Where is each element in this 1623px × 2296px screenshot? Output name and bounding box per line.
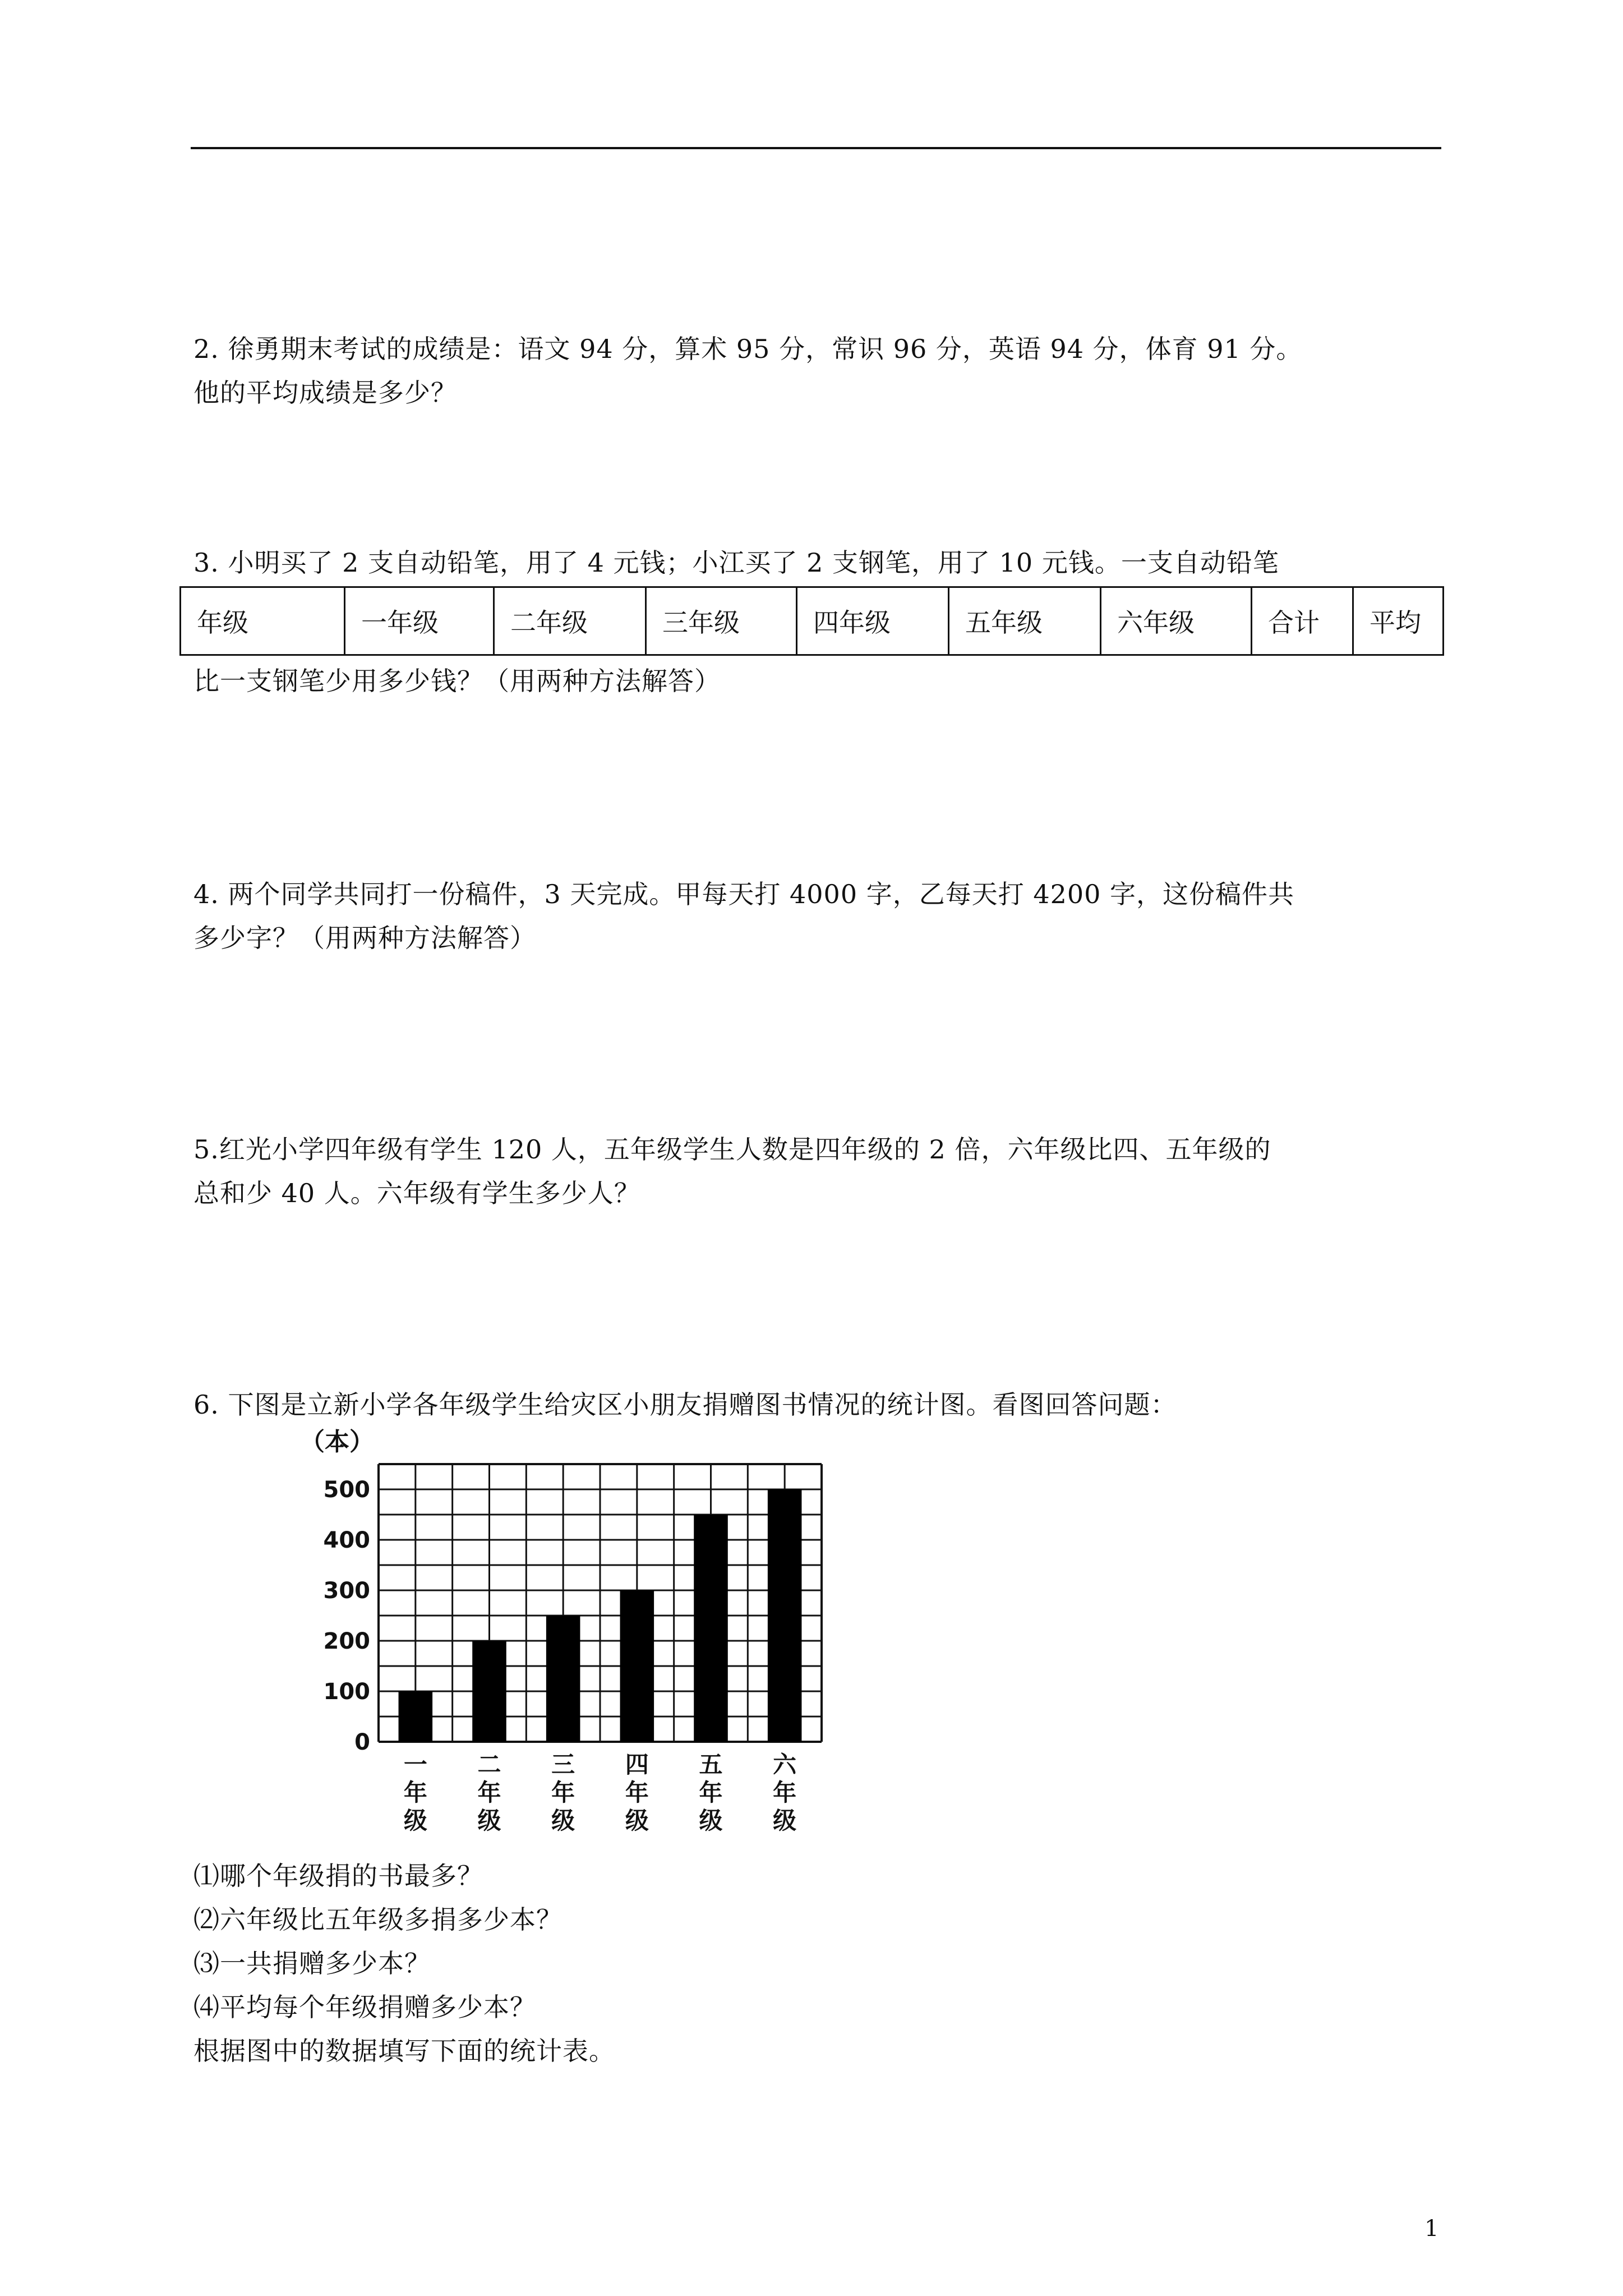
category-label: 五 (699, 1751, 723, 1778)
q6-sub2: ⑵六年级比五年级多捐多少本？ (193, 1904, 562, 1935)
q6-sub3: ⑶一共捐赠多少本？ (193, 1948, 431, 1978)
y-tick-label: 500 (323, 1477, 370, 1503)
bar-1 (399, 1691, 433, 1742)
bar-2 (472, 1641, 506, 1742)
header-rule (191, 147, 1441, 149)
stats-table (179, 586, 1444, 656)
category-label: 年 (625, 1779, 649, 1806)
category-label: 级 (477, 1807, 501, 1834)
table-cell-grade-6: 六年级 (1101, 587, 1252, 655)
table-cell-grade-2: 二年级 (494, 587, 646, 655)
table-cell-average: 平均 (1353, 587, 1444, 655)
table-cell-grade-5: 五年级 (949, 587, 1101, 655)
category-label: 三 (551, 1751, 575, 1778)
category-label: 四 (625, 1751, 649, 1778)
y-tick-label: 200 (323, 1628, 370, 1654)
q6-sub4: ⑷平均每个年级捐赠多少本？ (193, 1992, 536, 2022)
y-tick-label: 100 (323, 1679, 370, 1705)
q4-line1: 4. 两个同学共同打一份稿件，3 天完成。甲每天打 4000 字，乙每天打 4200 字，这份稿件共 (193, 879, 1295, 909)
bar-5 (694, 1515, 728, 1742)
book-donation-bar-chart (292, 1428, 830, 1854)
category-label: 级 (773, 1807, 797, 1834)
category-label: 级 (403, 1807, 427, 1834)
q6-sub1: ⑴哪个年级捐的书最多？ (193, 1861, 483, 1891)
table-cell-grade-3: 三年级 (646, 587, 797, 655)
page-number: 1 (1424, 2216, 1439, 2242)
category-label: 级 (551, 1807, 575, 1834)
q6-line1: 6. 下图是立新小学各年级学生给灾区小朋友捐赠图书情况的统计图。看图回答问题： (193, 1389, 1177, 1420)
y-tick-label: 400 (323, 1527, 370, 1553)
table-cell-total: 合计 (1252, 587, 1353, 655)
q3-line1: 3. 小明买了 2 支自动铅笔，用了 4 元钱；小江买了 2 支钢笔，用了 10 元钱。一支自动铅笔 (193, 547, 1279, 578)
y-unit-label: （本） (300, 1428, 374, 1456)
q6-footer: 根据图中的数据填写下面的统计表。 (193, 2036, 615, 2066)
q5-line2: 总和少 40 人。六年级有学生多少人？ (193, 1178, 640, 1208)
y-tick-label: 0 (354, 1729, 370, 1755)
bar-6 (768, 1489, 802, 1742)
category-label: 一 (403, 1751, 427, 1778)
category-label: 二 (477, 1751, 501, 1778)
q2-line2: 他的平均成绩是多少？ (193, 378, 457, 408)
category-label: 年 (699, 1779, 723, 1806)
q2-line1: 2. 徐勇期末考试的成绩是：语文 94 分，算术 95 分，常识 96 分，英语 94 分，体育 91 分。 (193, 334, 1303, 364)
category-label: 年 (551, 1779, 575, 1806)
stats-table-header-row (181, 587, 1444, 655)
category-label: 六 (773, 1751, 797, 1778)
category-label: 级 (699, 1807, 723, 1834)
bar-3 (546, 1616, 580, 1742)
table-cell-grade: 年级 (181, 587, 345, 655)
category-label: 年 (477, 1779, 501, 1806)
q5-line1: 5.红光小学四年级有学生 120 人，五年级学生人数是四年级的 2 倍，六年级比四、五年级的 (193, 1134, 1271, 1165)
y-tick-label: 300 (323, 1578, 370, 1604)
q3-line2: 比一支钢笔少用多少钱？（用两种方法解答） (193, 666, 721, 696)
category-label: 年 (403, 1779, 427, 1806)
table-cell-grade-1: 一年级 (345, 587, 494, 655)
bar-4 (620, 1590, 654, 1742)
category-label: 级 (625, 1807, 649, 1834)
table-cell-grade-4: 四年级 (797, 587, 949, 655)
q4-line2: 多少字？（用两种方法解答） (193, 923, 536, 953)
category-label: 年 (773, 1779, 797, 1806)
